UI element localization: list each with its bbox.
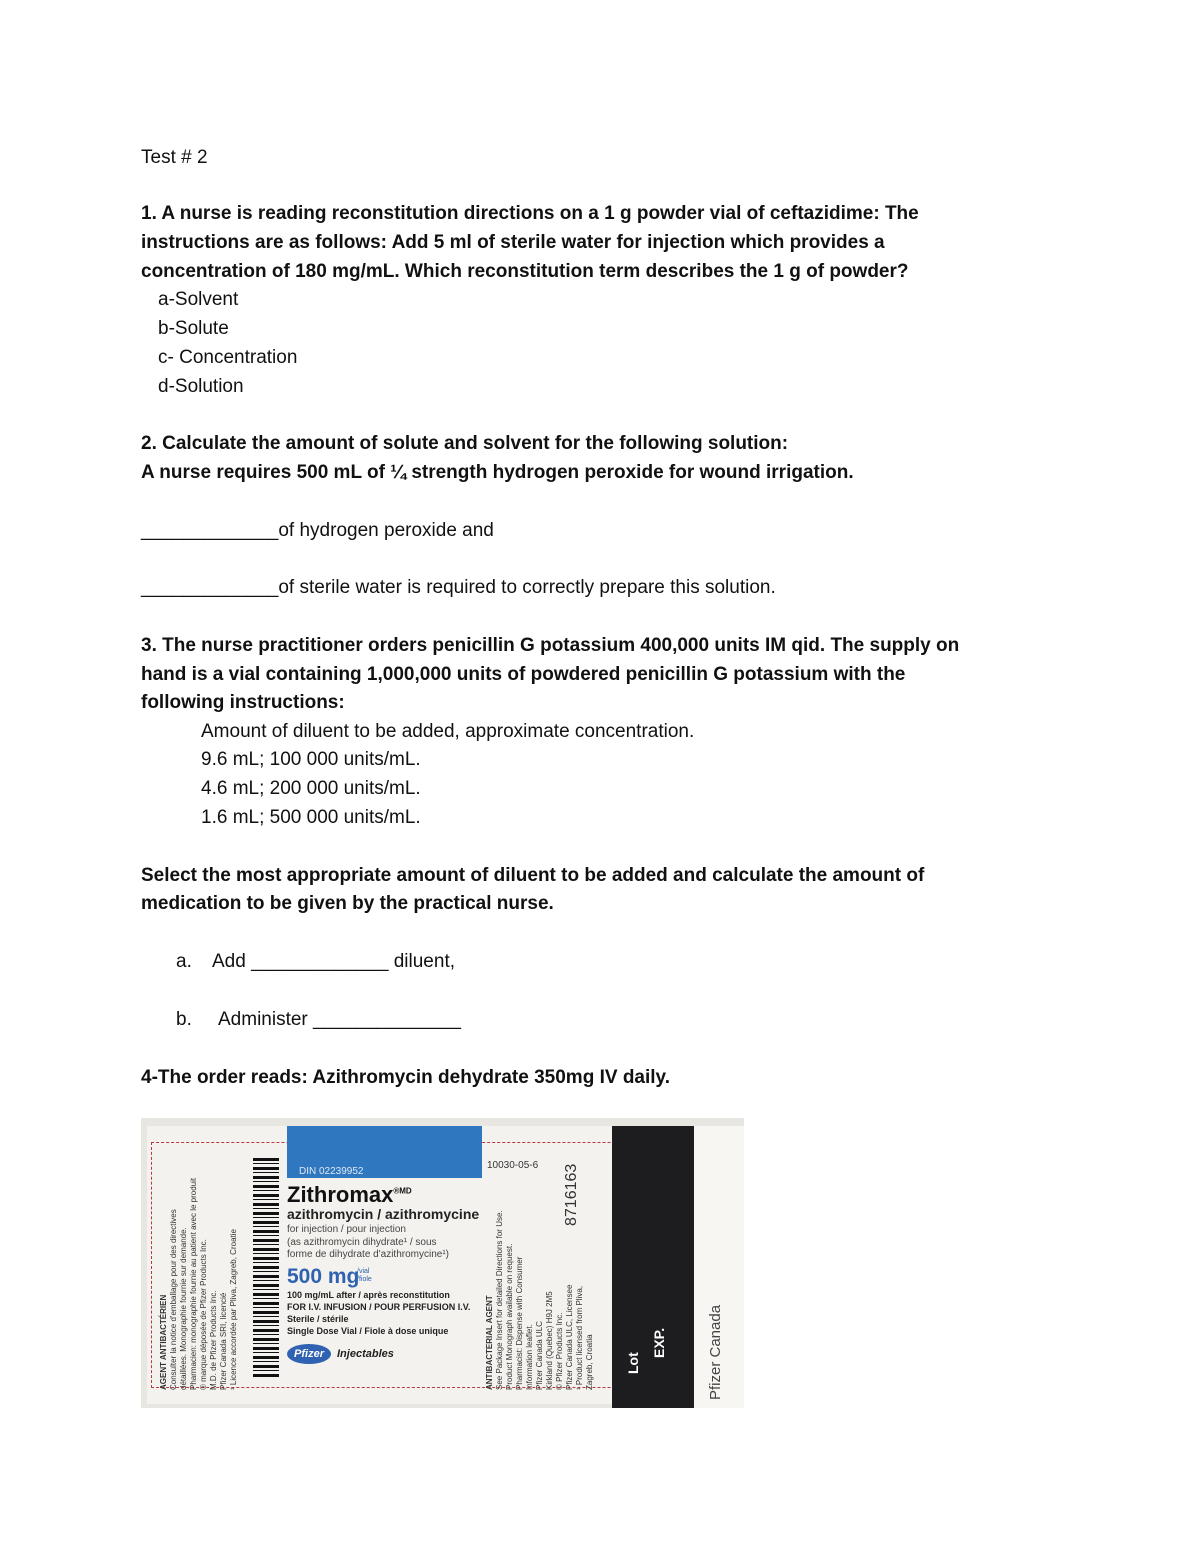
label-infusion: FOR I.V. INFUSION / POUR PERFUSION I.V. [287, 1302, 471, 1312]
label-sterile: Sterile / stérile [287, 1314, 349, 1324]
label-single-dose: Single Dose Vial / Fiole à dose unique [287, 1326, 449, 1336]
label-strength: 500 mg [287, 1265, 360, 1288]
label-left-line: Pfizer Canada SRI, licencié [219, 1292, 228, 1390]
q2-blank-hydrogen-peroxide: _____________of hydrogen peroxide and [141, 520, 494, 541]
barcode [253, 1158, 279, 1378]
label-right-line: See Package Insert for detailed Directions for Use. [495, 1210, 504, 1390]
q1-option-c: c- Concentration [158, 347, 298, 368]
label-code: 10030-05-6 [487, 1160, 539, 1171]
q1-line3: concentration of 180 mg/mL. Which reconstitution term describes the 1 g of powder? [141, 261, 909, 282]
q1-option-b: b-Solute [158, 318, 229, 339]
label-right-panel-head: ANTIBACTERIAL AGENT [485, 1295, 494, 1390]
pfizer-logo: Pfizer [287, 1344, 331, 1364]
q1-line1: 1. A nurse is reading reconstitution directions on a 1 g powder vial of ceftazidime: The [141, 203, 919, 224]
q4-line1: 4-The order reads: Azithromycin dehydrate 350mg IV daily. [141, 1067, 670, 1088]
q3-table-row: 9.6 mL; 100 000 units/mL. [201, 749, 421, 770]
label-left-line: Consulter la notice d'emballage pour des directives [169, 1209, 178, 1390]
label-right-line: Pharmacist: Dispense with Consumer [515, 1256, 524, 1390]
q3-table-header: Amount of diluent to be added, approximate concentration. [201, 721, 695, 742]
label-right-line: ¹ Product licensed from Pliva, [575, 1285, 584, 1390]
label-number: 8716163 [563, 1163, 580, 1226]
q1-option-a: a-Solvent [158, 289, 239, 310]
label-left-line: ¹ Licence accordée par Pliva, Zagreb, Croatie [229, 1229, 238, 1390]
label-generic: azithromycin / azithromycine [287, 1206, 480, 1222]
label-injectables: Injectables [337, 1348, 394, 1360]
q3-line1: 3. The nurse practitioner orders penicillin G potassium 400,000 units IM qid. The supply on [141, 635, 960, 656]
q1-line2: instructions are as follows: Add 5 ml of sterile water for injection which provides a [141, 232, 885, 253]
label-left-line: Pharmacien: monographie fournie au patient avec le produit [189, 1177, 198, 1390]
label-concentration: 100 mg/mL after / après reconstitution [287, 1290, 450, 1300]
label-right-line: Product Monograph available on request. [505, 1243, 514, 1390]
label-left-line: détaillées. Monographie fournie sur demande. [179, 1227, 188, 1390]
label-right-line: Information leaflet. [525, 1324, 534, 1390]
label-right-line: Kirkland (Quebec) H9J 2M5 [545, 1291, 554, 1390]
label-left-panel-head: AGENT ANTIBACTÉRIEN [159, 1294, 168, 1390]
q2-line1: 2. Calculate the amount of solute and solvent for the following solution: [141, 433, 789, 454]
q3-select-line1: Select the most appropriate amount of diluent to be added and calculate the amount of [141, 865, 925, 886]
q1-option-d: d-Solution [158, 376, 244, 397]
label-form-1: (as azithromycin dihydrate¹ / sous [287, 1237, 437, 1248]
zithromax-vial-label [141, 1118, 744, 1408]
label-right-line: © Pfizer Products Inc. [555, 1312, 564, 1390]
q3-item-a: Add _____________ diluent, [212, 951, 456, 972]
q3-table-row: 4.6 mL; 200 000 units/mL. [201, 778, 421, 799]
q3-line2: hand is a vial containing 1,000,000 units of powdered penicillin G potassium with the [141, 664, 906, 685]
q3-table-row: 1.6 mL; 500 000 units/mL. [201, 807, 421, 828]
label-form-2: forme de dihydrate d'azithromycine¹) [287, 1249, 449, 1260]
q3-item-b-marker: b. [176, 1009, 192, 1030]
label-company: Pfizer Canada [707, 1304, 724, 1400]
label-strength-unit: /vial /fiole [357, 1268, 372, 1283]
label-right-line: Zagreb, Croatia [585, 1334, 594, 1390]
label-left-line: M.D. de Pfizer Products Inc. [209, 1290, 218, 1390]
label-left-line: ® marque déposée de Pfizer Products Inc. [199, 1239, 208, 1390]
label-route: for injection / pour injection [287, 1224, 406, 1235]
label-lot: Lot [625, 1352, 641, 1374]
q3-select-line2: medication to be given by the practical nurse. [141, 893, 554, 914]
label-brand-name: Zithromax [287, 1182, 394, 1207]
label-right-line: Pfizer Canada ULC [535, 1321, 544, 1390]
label-brand [287, 1182, 412, 1208]
label-exp: EXP. [651, 1327, 667, 1358]
page-title: Test # 2 [141, 147, 208, 168]
q3-line3: following instructions: [141, 692, 345, 713]
q2-line2: A nurse requires 500 mL of ¼ strength hydrogen peroxide for wound irrigation. [141, 462, 854, 483]
label-din: DIN 02239952 [299, 1166, 364, 1177]
q2-blank-sterile-water: _____________of sterile water is required to correctly prepare this solution. [141, 577, 776, 598]
label-right-line: Pfizer Canada ULC, Licensee [565, 1284, 574, 1390]
q3-item-a-marker: a. [176, 951, 192, 972]
label-brand-mark: ®MD [393, 1186, 412, 1196]
q3-item-b: Administer ______________ [218, 1009, 461, 1030]
